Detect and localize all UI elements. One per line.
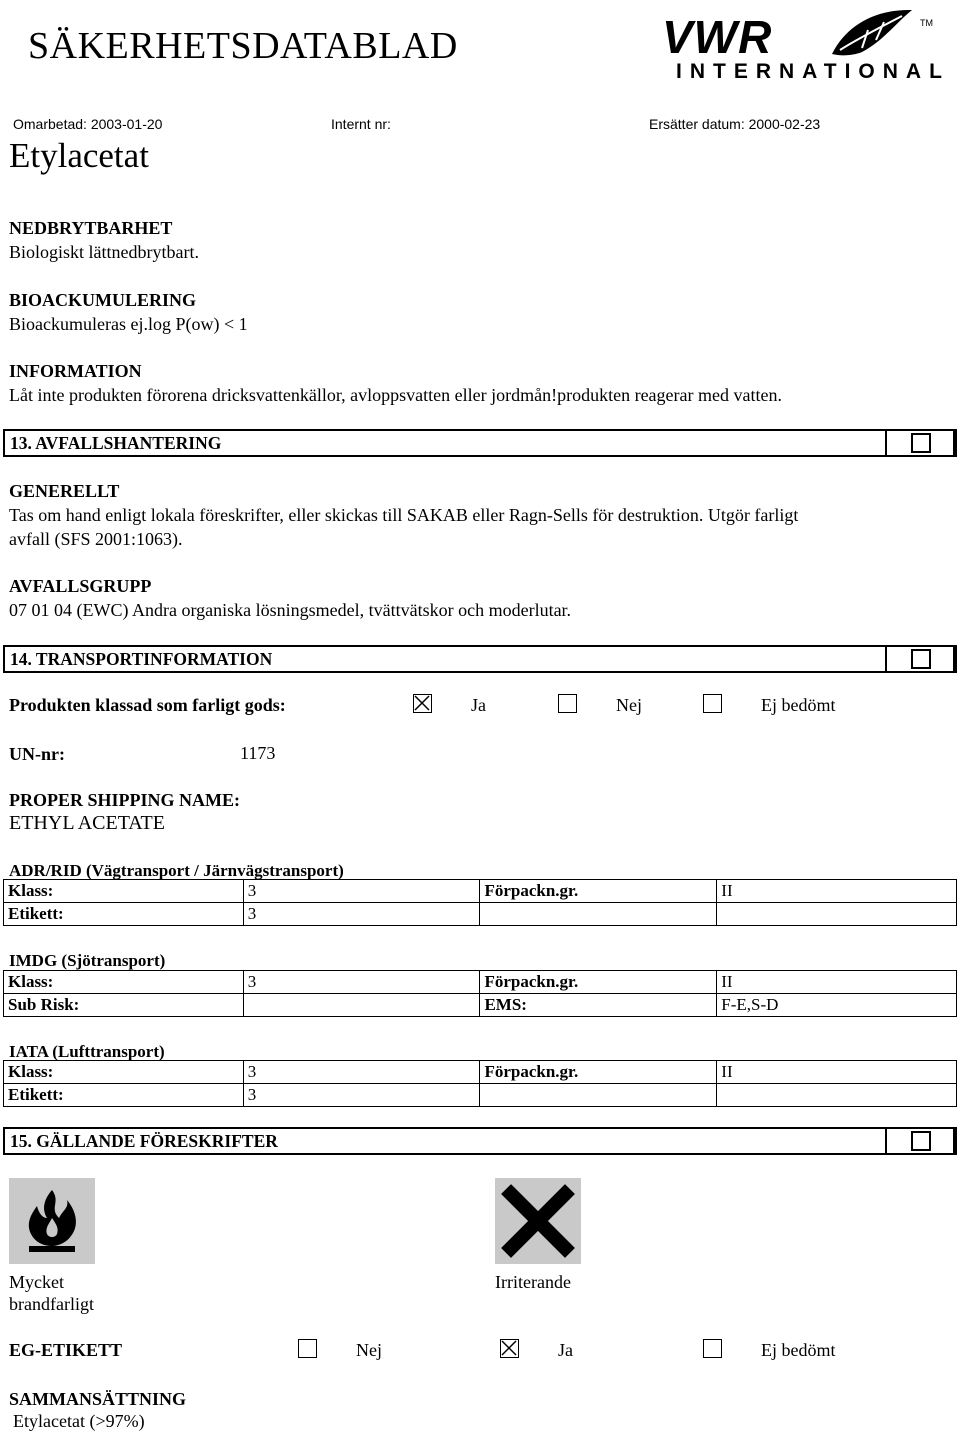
check-x-icon: [414, 695, 430, 711]
section-13-checkbox[interactable]: [911, 433, 931, 453]
bioaccumulation-heading: BIOACKUMULERING: [9, 290, 197, 310]
check-x-icon: [501, 1340, 517, 1356]
imdg-sub-risk-label: Sub Risk:: [4, 994, 244, 1017]
eg-label-heading: EG-ETIKETT: [9, 1340, 123, 1360]
eg-yes-checkbox[interactable]: [500, 1339, 519, 1358]
iata-packing-group-value: II: [717, 1061, 957, 1084]
section-13-title: 13. AVFALLSHANTERING: [10, 433, 222, 453]
adr-empty-label: [480, 903, 717, 926]
section-14-checkbox[interactable]: [911, 649, 931, 669]
adr-heading: ADR/RID (Vägtransport / Järnvägstransport): [9, 861, 344, 880]
proper-shipping-name-value: ETHYL ACETATE: [9, 812, 165, 834]
iata-class-label: Klass:: [4, 1061, 244, 1084]
adr-label-label: Etikett:: [4, 903, 244, 926]
product-name: Etylacetat: [9, 136, 149, 175]
flammable-label-line2: brandfarligt: [9, 1294, 94, 1314]
flame-hazard-symbol: [9, 1178, 95, 1264]
dg-not-assessed-label: Ej bedömt: [761, 695, 836, 715]
dg-yes-label: Ja: [471, 695, 486, 715]
flame-icon: [9, 1178, 95, 1264]
table-row: [4, 971, 957, 994]
degradability-heading: NEDBRYTBARHET: [9, 218, 173, 238]
adr-class-value: 3: [243, 880, 480, 903]
adr-class-label: Klass:: [4, 880, 244, 903]
imdg-class-label: Klass:: [4, 971, 244, 994]
dg-not-assessed-checkbox[interactable]: [703, 694, 722, 713]
section-15-title: 15. GÄLLANDE FÖRESKRIFTER: [10, 1131, 278, 1151]
replaces-date: Ersätter datum: 2000-02-23: [649, 116, 821, 132]
logo-international-text: INTERNATIONAL: [676, 60, 950, 83]
eg-yes-label: Ja: [558, 1340, 573, 1360]
document-title: SÄKERHETSDATABLAD: [28, 25, 458, 67]
information-text: Låt inte produkten förorena dricksvattenkällor, avloppsvatten eller jordmån!produkten reagerar med vatten.: [9, 385, 782, 405]
section-14-marker-cell: [885, 645, 955, 673]
table-row: [4, 994, 957, 1017]
table-row: [4, 1061, 957, 1084]
imdg-table: [3, 970, 957, 1017]
adr-empty-value: [717, 903, 957, 926]
section-15-checkbox[interactable]: [911, 1131, 931, 1151]
general-text-line1: Tas om hand enligt lokala föreskrifter, eller skickas till SAKAB eller Ragn-Sells för destruktion. Utgör farligt: [9, 505, 799, 525]
eg-not-assessed-label: Ej bedömt: [761, 1340, 836, 1360]
table-row: [4, 880, 957, 903]
cross-x-icon: [495, 1178, 581, 1264]
section-13-bar: [3, 429, 957, 457]
imdg-ems-value: F-E,S-D: [717, 994, 957, 1017]
dangerous-goods-label: Produkten klassad som farligt gods:: [9, 695, 286, 715]
flammable-label-line1: Mycket: [9, 1272, 64, 1292]
imdg-heading: IMDG (Sjötransport): [9, 951, 166, 970]
imdg-sub-risk-value: [243, 994, 480, 1017]
table-row: [4, 1084, 957, 1107]
un-number-value: 1173: [240, 743, 276, 763]
proper-shipping-name-label: PROPER SHIPPING NAME:: [9, 790, 240, 810]
vwr-logo: [662, 4, 950, 86]
iata-empty-label: [480, 1084, 717, 1107]
logo-trademark: TM: [920, 18, 933, 28]
adr-label-value: 3: [243, 903, 480, 926]
information-heading: INFORMATION: [9, 361, 142, 381]
imdg-packing-group-value: II: [717, 971, 957, 994]
irritant-label: Irriterande: [495, 1272, 571, 1292]
eg-no-label: Nej: [356, 1340, 382, 1360]
dg-no-checkbox[interactable]: [558, 694, 577, 713]
section-15-marker-cell: [885, 1127, 955, 1155]
iata-heading: IATA (Lufttransport): [9, 1042, 165, 1061]
section-14-title: 14. TRANSPORTINFORMATION: [10, 649, 273, 669]
composition-heading: SAMMANSÄTTNING: [9, 1389, 187, 1409]
general-text-line2: avfall (SFS 2001:1063).: [9, 529, 183, 549]
eg-not-assessed-checkbox[interactable]: [703, 1339, 722, 1358]
iata-empty-value: [717, 1084, 957, 1107]
imdg-ems-label: EMS:: [480, 994, 717, 1017]
iata-label-value: 3: [243, 1084, 480, 1107]
composition-text: Etylacetat (>97%): [13, 1411, 145, 1431]
imdg-packing-group-label: Förpackn.gr.: [480, 971, 717, 994]
general-heading: GENERELLT: [9, 481, 120, 501]
adr-packing-group-value: II: [717, 880, 957, 903]
irritant-hazard-symbol: [495, 1178, 581, 1264]
un-number-label: UN-nr:: [9, 744, 65, 764]
logo-vwr-text: VWR: [662, 11, 773, 63]
section-14-bar: [3, 645, 957, 673]
waste-group-text: 07 01 04 (EWC) Andra organiska lösningsmedel, tvättvätskor och moderlutar.: [9, 600, 572, 620]
imdg-class-value: 3: [243, 971, 480, 994]
dg-yes-checkbox[interactable]: [413, 694, 432, 713]
iata-packing-group-label: Förpackn.gr.: [480, 1061, 717, 1084]
section-15-bar: [3, 1127, 957, 1155]
degradability-text: Biologiskt lättnedbrytbart.: [9, 242, 199, 262]
section-13-marker-cell: [885, 429, 955, 457]
table-row: [4, 903, 957, 926]
internal-number: Internt nr:: [331, 116, 391, 132]
iata-table: [3, 1060, 957, 1107]
iata-label-label: Etikett:: [4, 1084, 244, 1107]
adr-packing-group-label: Förpackn.gr.: [480, 880, 717, 903]
adr-table: [3, 879, 957, 926]
eg-no-checkbox[interactable]: [298, 1339, 317, 1358]
dg-no-label: Nej: [616, 695, 642, 715]
bioaccumulation-text: Bioackumuleras ej.log P(ow) < 1: [9, 314, 248, 334]
revised-date: Omarbetad: 2003-01-20: [13, 116, 163, 132]
waste-group-heading: AVFALLSGRUPP: [9, 576, 152, 596]
iata-class-value: 3: [243, 1061, 480, 1084]
